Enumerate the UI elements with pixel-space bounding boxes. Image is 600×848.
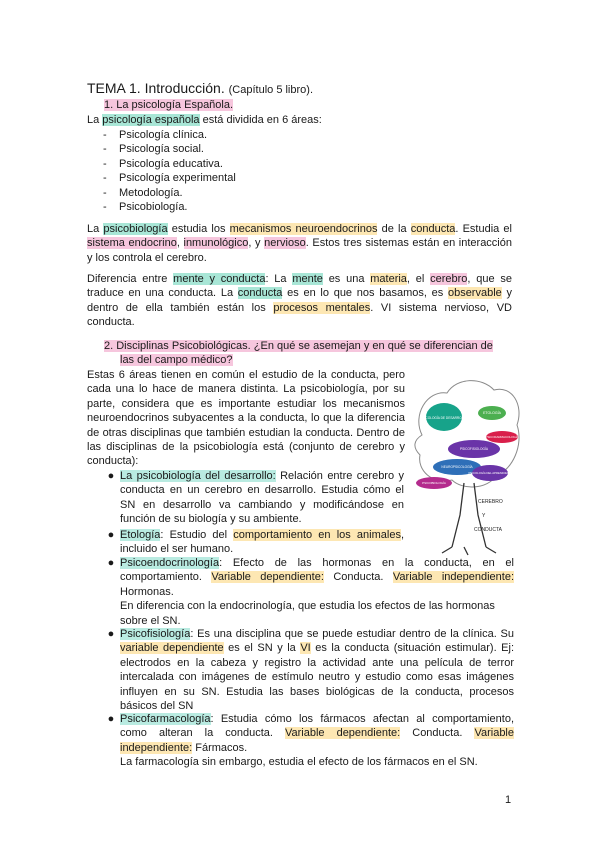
- list-item: - Psicología experimental: [87, 171, 487, 185]
- mente-paragraph: Diferencia entre mente y conducta: La mente es una materia, el cerebro, que se traduce en una conducta. La conducta es en lo que nos basamos, es observable y dentro de ella también están los procesos mentales. VI sistema nervioso, VD conducta.: [87, 273, 512, 329]
- page-title: [87, 79, 313, 99]
- brain-behavior-tree-illustration: [412, 375, 524, 560]
- section1-heading: 1. La psicología Española.: [104, 99, 234, 111]
- psicobiologia-paragraph: La psicobiología estudia los mecanismos neuroendocrinos de la conducta. Estudia el sistema endocrino, inmunológico, y nervioso. Estos tres sistemas están en interacción y los controla el cerebro.: [87, 223, 512, 264]
- list-item: ● Psicofarmacología: Estudia cómo los fármacos afectan al comportamiento, como alteran la conducta. Variable dependiente: Conducta. Variable independiente: Fármacos. La farmacología sin embargo, estudia el efecto de los fármacos en el SN.: [104, 712, 514, 770]
- leaf-label: PSICOFISIOLOGÍA: [460, 447, 488, 451]
- leaf-label: NEUROPSICOLOGÍA: [441, 465, 473, 469]
- trunk-label: Y: [482, 513, 486, 519]
- section1-intro: La psicología española está dividida en 6 áreas:: [87, 114, 322, 126]
- bullet-icon: ●: [107, 470, 115, 482]
- bullet-icon: ●: [107, 628, 115, 640]
- tree-trunk: [442, 483, 496, 555]
- list-item: ● Psicoendocrinología: Efecto de las hormonas en la conducta, en el comportamiento. Variable dependiente: Conducta. Variable independiente: Hormonas. En diferencia con la endocrinología, que estudia los efectos de las hormonas sobre el SN.: [104, 556, 514, 628]
- trunk-label: CEREBRO: [478, 499, 503, 505]
- section2-intro: Estas 6 áreas tienen en común el estudio de la conducta, pero cada una lo hace de manera distinta. La psicobiología, por su parte, considera que es importante estudiar los mecanismos neuroendocrinos subyacentes a la conducta, lo que la diferencia de otras disciplinas que también estudian la conducta. Dentro de las disciplinas de la psicobiología está (conjunto de cerebro y conducta):: [87, 369, 405, 468]
- list-item: - Psicobiología.: [87, 200, 487, 214]
- leaf-label: PSICOFARMACOLOGÍA: [485, 435, 519, 439]
- title-sub: (Capítulo 5 libro).: [228, 84, 313, 96]
- list-item: - Psicología social.: [87, 142, 487, 156]
- list-item: - Psicología educativa.: [87, 157, 487, 171]
- leaf-label: PSICOBIOLOGÍA: [422, 481, 446, 485]
- leaf-label: PSICOLOGÍA DE DESARROLLO: [420, 416, 468, 420]
- page-number: 1: [505, 794, 512, 806]
- leaf-label: PSICOLOGÍA DEL APRENDIZAJE: [468, 471, 512, 475]
- list-item: - Metodología.: [87, 186, 487, 200]
- leaf-label: ETOLOGÍA: [483, 411, 501, 415]
- list-item: ● Etología: Estudio del comportamiento en los animales, incluido el ser humano.: [104, 528, 404, 557]
- title-main: TEMA 1. Introducción.: [87, 80, 225, 96]
- trunk-label: CONDUCTA: [474, 527, 502, 533]
- bullet-icon: ●: [107, 529, 115, 541]
- list-item: - Psicología clínica.: [87, 128, 487, 142]
- bullet-icon: ●: [107, 557, 115, 569]
- areas-list: [87, 128, 487, 214]
- bullet-icon: ●: [107, 713, 115, 725]
- list-item: ● Psicofisiología: Es una disciplina que se puede estudiar dentro de la clínica. Su variable dependiente es el SN y la VI es la conducta (situación estimular). Ej: electrodos en la cabeza y registro la actividad ante una película de terror intercalada con imágenes de estímulo neutro y estudio como esas imágenes influyen en su SN. Estudia las bases biológicas de la conducta, procesos básicos del SN: [104, 627, 514, 713]
- section2-heading: 2. Disciplinas Psicobiológicas. ¿En qué se asemejan y en qué se diferencian de las del campo médico?: [104, 340, 493, 367]
- list-item: ● La psicobiología del desarrollo: Relación entre cerebro y conducta en un cerebro en desarrollo. Estudia cómo el SN en desarrollo va cambiando y modificándose en función de su biología y su ambiente.: [104, 469, 404, 527]
